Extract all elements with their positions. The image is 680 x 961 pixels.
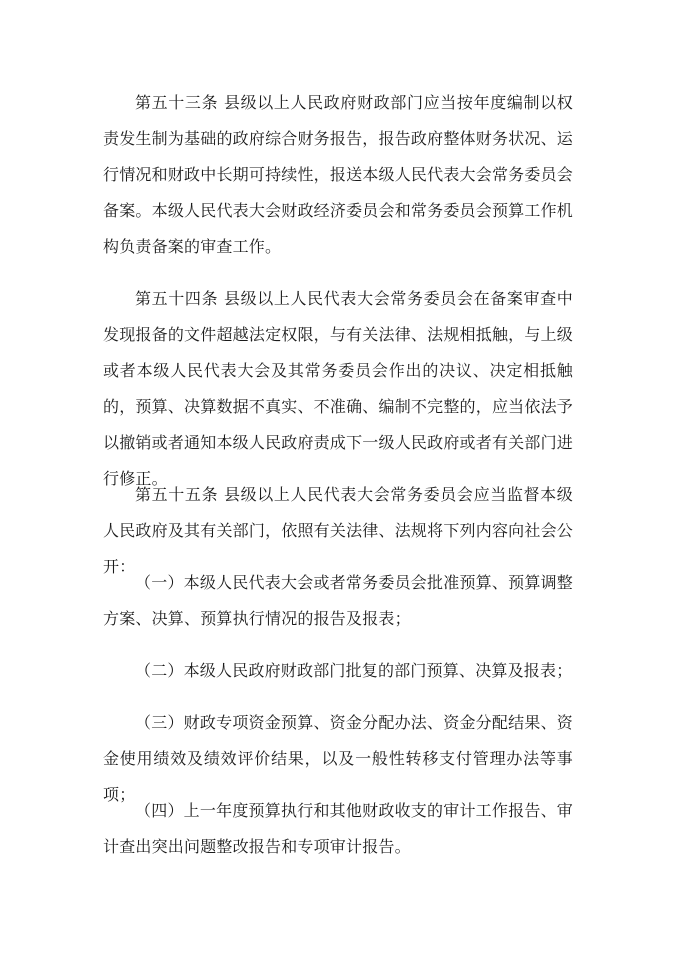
article-53-paragraph: 第五十三条 县级以上人民政府财政部门应当按年度编制以权责发生制为基础的政府综合财务报告，报告政府整体财务状况、运行情况和财政中长期可持续性，报送本级人民代表大会常务委员会备案。本级人民代表大会财政经济委员会和常务委员会预算工作机构负责备案的审查工作。 xyxy=(103,93,573,256)
article-55-paragraph: 第五十五条 县级以上人民代表大会常务委员会应当监督本级人民政府及其有关部门，依照有关法律、法规将下列内容向社会公开： xyxy=(103,485,573,576)
article-54-paragraph: 第五十四条 县级以上人民代表大会常务委员会在备案审查中发现报备的文件超越法定权限，与有关法律、法规相抵触，与上级或者本级人民代表大会及其常务委员会作出的决议、决定相抵触的，预算、决算数据不真实、不准确、编制不完整的，应当依法予以撤销或者通知本级人民政府责成下一级人民政府或者有关部门进行修正。 xyxy=(103,289,573,488)
list-item-2: （二）本级人民政府财政部门批复的部门预算、决算及报表； xyxy=(135,661,573,680)
list-item-4: （四）上一年度预算执行和其他财政收支的审计工作报告、审计查出突出问题整改报告和专项审计报告。 xyxy=(103,801,573,856)
list-item-3: （三）财政专项资金预算、资金分配办法、资金分配结果、资金使用绩效及绩效评价结果，以及一般性转移支付管理办法等事项； xyxy=(103,713,573,804)
list-item-1: （一）本级人民代表大会或者常务委员会批准预算、预算调整方案、决算、预算执行情况的报告及报表； xyxy=(103,573,573,628)
